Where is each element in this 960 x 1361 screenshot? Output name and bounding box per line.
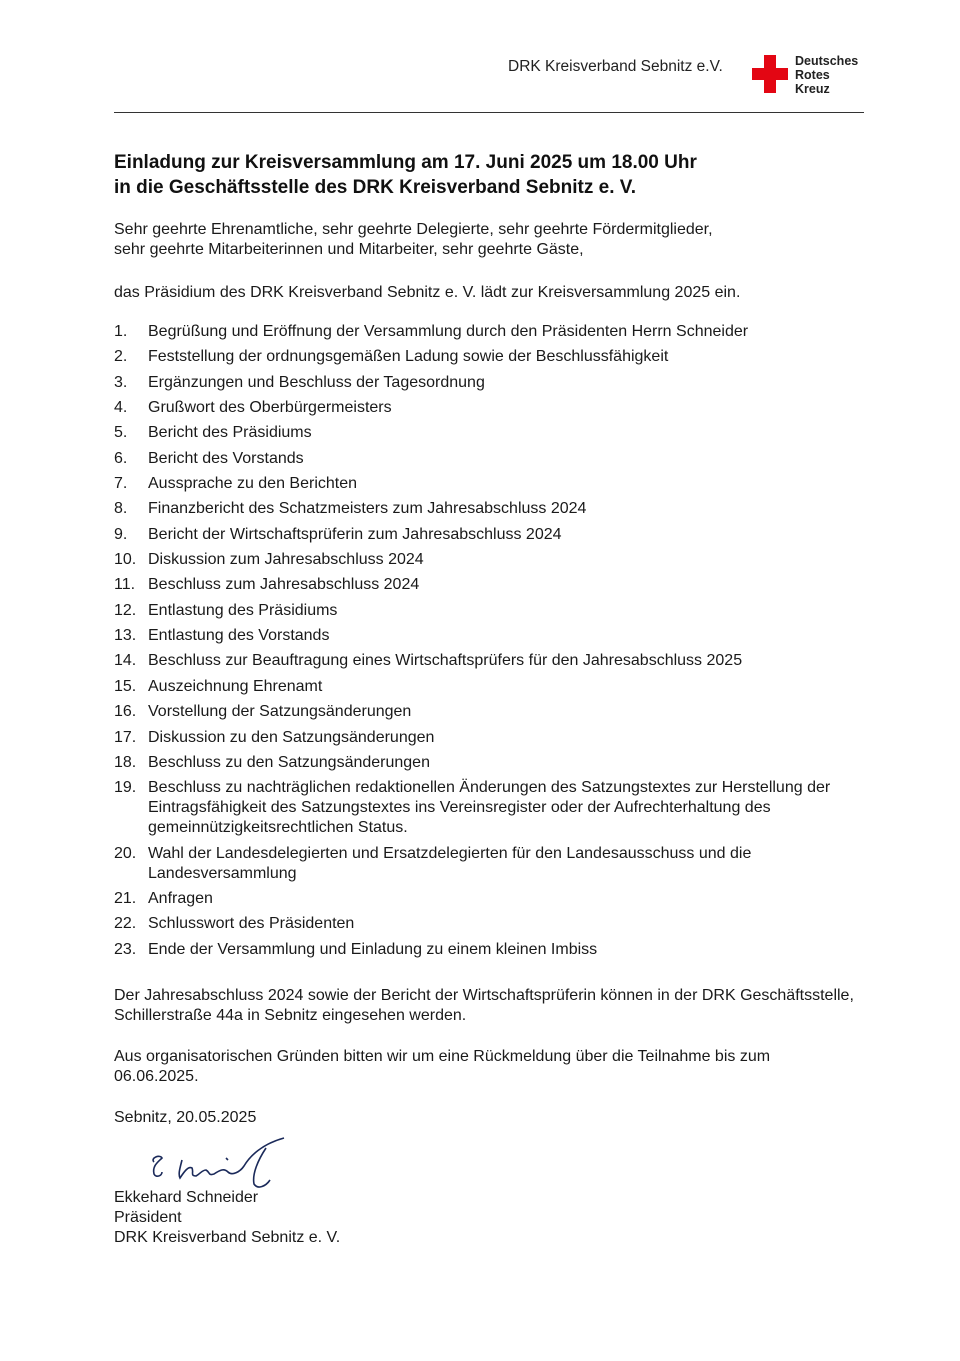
agenda-item-number: 14. [114,652,137,670]
agenda-item [114,914,854,934]
brand-line-1: Deutsches [795,54,859,68]
agenda-item-text: Aussprache zu den Berichten [148,475,358,493]
agenda-item [114,778,854,838]
red-cross-logo-icon [752,55,788,93]
agenda-item-number: 9. [114,525,128,543]
agenda-item-number: 10. [114,551,137,569]
agenda-list [114,322,854,965]
agenda-item-text: Beschluss zur Beauftragung eines Wirtschaftsprüfers für den Jahresabschluss 2025 [148,652,743,670]
agenda-item-text: Diskussion zum Jahresabschluss 2024 [148,551,424,569]
agenda-item-text: Bericht des Präsidiums [148,424,312,442]
agenda-item [114,398,854,418]
agenda-item [114,728,854,748]
agenda-item [114,550,854,570]
title-line-1: Einladung zur Kreisversammlung am 17. Juni 2025 um 18.00 Uhr [114,152,697,173]
agenda-item-text: Ende der Versammlung und Einladung zu einem kleinen Imbiss [148,940,598,958]
agenda-item [114,651,854,671]
agenda-item-number: 18. [114,753,137,771]
agenda-item-text: Feststellung der ordnungsgemäßen Ladung sowie der Beschlussfähigkeit [148,348,669,366]
header-divider [114,112,864,113]
agenda-item [114,423,854,443]
agenda-item-number: 8. [114,500,128,518]
agenda-item-text: Grußwort des Oberbürgermeisters [148,399,392,417]
agenda-item-text: Bericht des Vorstands [148,449,304,467]
agenda-item-text: Vorstellung der Satzungsänderungen [148,703,412,721]
agenda-item [114,889,854,909]
signer-role: Präsident [114,1209,182,1226]
agenda-item-number: 6. [114,449,128,467]
agenda-item-number: 5. [114,424,128,442]
agenda-item [114,525,854,545]
agenda-item-text: Ergänzungen und Beschluss der Tagesordnung [148,373,485,391]
agenda-item-number: 1. [114,323,128,340]
agenda-item [114,499,854,519]
agenda-item-number: 21. [114,889,137,907]
agenda-item [114,677,854,697]
agenda-item-number: 17. [114,728,137,746]
agenda-item-number: 2. [114,348,128,366]
signer-name: Ekkehard Schneider [114,1189,259,1206]
agenda-item-text: Beschluss zu den Satzungsänderungen [148,753,430,771]
agenda-item-number: 4. [114,399,128,417]
agenda-item-number: 23. [114,940,137,958]
agenda-item [114,702,854,722]
agenda-item-text: Bericht der Wirtschaftsprüferin zum Jahresabschluss 2024 [148,525,562,543]
agenda-item-text: Beschluss zu nachträglichen redaktionellen Änderungen des Satzungstextes zur Herstellung der Eintragsfähigkeit des Satzungstextes ins Vereinsregister oder der Aufrechterhaltung des gemeinnützigkeitsrechtlichen Status. [148,779,831,837]
agenda-item-number: 20. [114,844,137,862]
agenda-item-number: 13. [114,627,137,645]
agenda-item [114,474,854,494]
organization-name: DRK Kreisverband Sebnitz e.V. [508,58,723,75]
agenda-item-number: 7. [114,475,128,493]
agenda-item-text: Finanzbericht des Schatzmeisters zum Jahresabschluss 2024 [148,500,587,518]
agenda-item [114,940,854,960]
agenda-item-text: Auszeichnung Ehrenamt [148,677,323,695]
signer-organization: DRK Kreisverband Sebnitz e. V. [114,1229,341,1246]
agenda-item [114,626,854,646]
brand-line-2: Rotes [795,68,830,82]
document-title [114,150,697,200]
agenda-item [114,575,854,595]
agenda-item-number: 22. [114,915,137,933]
agenda-item-text: Anfragen [148,889,213,907]
place-date: Sebnitz, 20.05.2025 [114,1109,257,1126]
agenda-item-number: 12. [114,601,137,619]
salutation [114,220,854,260]
agenda-item [114,753,854,773]
title-line-2: in die Geschäftsstelle des DRK Kreisverband Sebnitz e. V. [114,177,636,198]
agenda-item-number: 11. [114,576,136,594]
agenda-item-text: Beschluss zum Jahresabschluss 2024 [148,576,420,594]
signer-block [114,1188,340,1248]
agenda-item-text: Entlastung des Präsidiums [148,601,338,619]
intro-paragraph: das Präsidium des DRK Kreisverband Sebnitz e. V. lädt zur Kreisversammlung 2025 ein. [114,284,741,301]
salutation-line-1: Sehr geehrte Ehrenamtliche, sehr geehrte Delegierte, sehr geehrte Fördermitglieder, [114,221,713,238]
agenda-item-number: 3. [114,373,128,391]
agenda-item-number: 19. [114,779,137,797]
agenda-item [114,601,854,621]
brand-line-3: Kreuz [795,82,830,96]
agenda-item [114,322,854,342]
agenda-item-text: Schlusswort des Präsidenten [148,915,355,933]
agenda-item-text: Diskussion zu den Satzungsänderungen [148,728,435,746]
agenda-item [114,844,854,884]
agenda-item [114,373,854,393]
brand-wordmark [795,54,858,96]
report-note-paragraph: Der Jahresabschluss 2024 sowie der Bericht der Wirtschaftsprüferin können in der DRK Geschäftsstelle, Schillerstraße 44a in Sebnitz eingesehen werden. [114,987,854,1024]
salutation-line-2: sehr geehrte Mitarbeiterinnen und Mitarbeiter, sehr geehrte Gäste, [114,241,584,258]
agenda-item [114,449,854,469]
agenda-item-number: 16. [114,703,137,721]
agenda-item-text: Entlastung des Vorstands [148,627,330,645]
handwritten-signature [140,1132,300,1196]
reply-note-paragraph: Aus organisatorischen Gründen bitten wir um eine Rückmeldung über die Teilnahme bis zum 06.06.2025. [114,1048,771,1085]
agenda-item-text: Begrüßung und Eröffnung der Versammlung durch den Präsidenten Herrn Schneider [148,323,749,340]
agenda-item-number: 15. [114,677,137,695]
agenda-item-text: Wahl der Landesdelegierten und Ersatzdelegierten für den Landesausschuss und die Landesversammlung [148,844,752,882]
agenda-item [114,347,854,367]
